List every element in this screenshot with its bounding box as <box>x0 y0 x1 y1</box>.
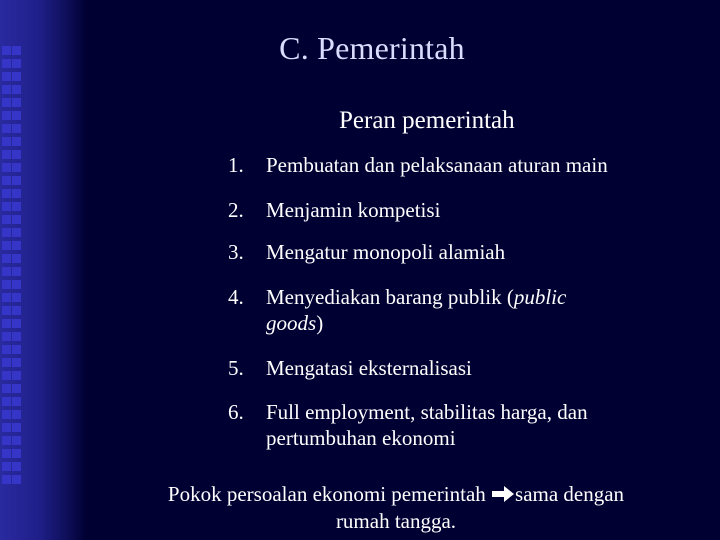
list-item <box>228 399 688 451</box>
decorative-square <box>12 332 21 341</box>
list-item-number: 4. <box>228 285 244 309</box>
decorative-square <box>2 124 11 133</box>
list-item-text-italic: goods <box>266 311 317 335</box>
decorative-square <box>12 293 21 302</box>
decorative-square <box>12 228 21 237</box>
decorative-square <box>2 306 11 315</box>
footer-text: sama dengan <box>515 482 625 506</box>
decorative-square <box>12 410 21 419</box>
list-item-text-line: pertumbuhan ekonomi <box>266 426 456 450</box>
decorative-square <box>2 280 11 289</box>
decorative-square <box>12 111 21 120</box>
list-item <box>228 197 688 223</box>
decorative-square <box>12 124 21 133</box>
decorative-square <box>12 85 21 94</box>
decorative-square <box>2 267 11 276</box>
decorative-square <box>2 475 11 484</box>
decorative-square <box>12 202 21 211</box>
decorative-square <box>2 332 11 341</box>
list-item-text-part: ) <box>316 311 324 335</box>
decorative-square <box>2 293 11 302</box>
list-item-text: Pembuatan dan pelaksanaan aturan main <box>266 153 608 177</box>
decorative-square <box>12 241 21 250</box>
right-arrow-icon <box>491 485 515 503</box>
list-item-text-line: Full employment, stabilitas harga, dan <box>266 400 588 424</box>
decorative-square <box>2 384 11 393</box>
list-item-text: Mengatasi eksternalisasi <box>266 356 472 380</box>
decorative-square <box>2 436 11 445</box>
footer-note <box>120 481 672 535</box>
decorative-square <box>2 163 11 172</box>
footer-text: Pokok persoalan ekonomi pemerintah <box>167 482 492 506</box>
decorative-square <box>2 176 11 185</box>
decorative-square <box>2 137 11 146</box>
decorative-square <box>12 267 21 276</box>
decorative-square <box>2 319 11 328</box>
decorative-square <box>12 72 21 81</box>
list-item <box>228 355 688 381</box>
decorative-square <box>2 358 11 367</box>
decorative-square <box>12 306 21 315</box>
decorative-square <box>12 137 21 146</box>
decorative-square <box>2 371 11 380</box>
decorative-square <box>12 215 21 224</box>
decorative-square <box>2 228 11 237</box>
decorative-square <box>2 111 11 120</box>
decorative-square <box>12 436 21 445</box>
list-item-text <box>266 284 688 336</box>
decorative-square <box>12 150 21 159</box>
slide-title: C. Pemerintah <box>279 30 465 66</box>
list-item <box>228 284 688 336</box>
decorative-square <box>2 241 11 250</box>
list-item-text: Menjamin kompetisi <box>266 198 441 222</box>
list-item-number: 5. <box>228 356 244 380</box>
decorative-square <box>2 397 11 406</box>
decorative-square <box>12 176 21 185</box>
footer-text: rumah tangga. <box>335 509 457 533</box>
decorative-square <box>2 98 11 107</box>
decorative-square <box>12 371 21 380</box>
decorative-square <box>12 163 21 172</box>
list-item-number: 1. <box>228 153 244 177</box>
list-item-text-part: Menyediakan barang publik ( <box>266 285 514 309</box>
decorative-square <box>2 254 11 263</box>
decorative-square <box>12 254 21 263</box>
decorative-square <box>2 345 11 354</box>
decorative-square <box>12 189 21 198</box>
list-item-number: 2. <box>228 198 244 222</box>
list-item-text <box>266 399 688 451</box>
decorative-square <box>12 475 21 484</box>
decorative-square <box>2 215 11 224</box>
decorative-square <box>2 410 11 419</box>
list-item-text: Mengatur monopoli alamiah <box>266 240 506 264</box>
list-item-text-italic: public <box>513 285 567 309</box>
decorative-square <box>12 280 21 289</box>
decorative-square <box>12 319 21 328</box>
decorative-square <box>12 462 21 471</box>
decorative-square <box>12 358 21 367</box>
decorative-square <box>2 189 11 198</box>
decorative-square <box>2 449 11 458</box>
list-item <box>228 152 688 178</box>
decorative-square <box>2 462 11 471</box>
list-item-number: 3. <box>228 240 244 264</box>
decorative-square <box>2 85 11 94</box>
decorative-square <box>2 150 11 159</box>
decorative-square <box>12 449 21 458</box>
decorative-square <box>12 345 21 354</box>
decorative-square <box>2 202 11 211</box>
decorative-square <box>2 72 11 81</box>
list-item-number: 6. <box>228 400 244 424</box>
list-item <box>228 239 688 265</box>
decorative-square <box>12 397 21 406</box>
decorative-square <box>12 423 21 432</box>
decorative-square <box>12 384 21 393</box>
decorative-square <box>12 98 21 107</box>
decorative-square <box>2 423 11 432</box>
slide-subtitle: Peran pemerintah <box>339 107 515 134</box>
